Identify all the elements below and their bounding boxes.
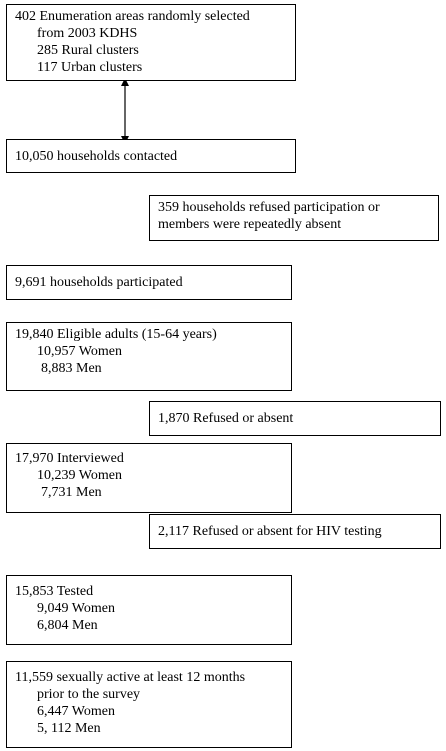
- box-text-line: 359 households refused participation or: [158, 200, 380, 215]
- box-text-line: 10,050 households contacted: [15, 149, 178, 164]
- box-text-line: 2,117 Refused or absent for HIV testing: [158, 524, 382, 539]
- box-text-line: 10,957 Women: [37, 344, 122, 359]
- box-text-line: 7,731 Men: [41, 485, 102, 500]
- box-text-line: members were repeatedly absent: [158, 217, 342, 232]
- box-text-line: 9,691 households participated: [15, 275, 183, 290]
- box-refused-absent: [149, 401, 441, 436]
- box-text-line: from 2003 KDHS: [37, 26, 138, 41]
- box-text-line: 9,049 Women: [37, 601, 115, 616]
- box-text-line: 15,853 Tested: [15, 584, 94, 599]
- box-text-line: 402 Enumeration areas randomly selected: [15, 9, 250, 24]
- box-text-line: 5, 112 Men: [37, 721, 101, 736]
- box-text-line: 1,870 Refused or absent: [158, 411, 294, 426]
- box-text-line: 8,883 Men: [41, 361, 102, 376]
- box-tested: [6, 575, 292, 645]
- box-eligible-adults: [6, 322, 292, 391]
- box-refused-hiv-testing: [149, 514, 441, 549]
- box-text-line: 6,804 Men: [37, 618, 98, 633]
- box-text-line: 17,970 Interviewed: [15, 451, 124, 466]
- box-interviewed: [6, 443, 292, 513]
- box-enumeration-areas: [6, 4, 296, 81]
- box-households-contacted: [6, 139, 296, 173]
- double-arrow-connector: [115, 80, 135, 142]
- box-text-line: 11,559 sexually active at least 12 months: [15, 670, 246, 685]
- box-sexually-active: [6, 661, 292, 748]
- box-text-line: 117 Urban clusters: [37, 60, 143, 75]
- box-text-line: 6,447 Women: [37, 704, 115, 719]
- box-households-participated: [6, 265, 292, 300]
- box-text-line: 285 Rural clusters: [37, 43, 139, 58]
- box-text-line: prior to the survey: [37, 687, 141, 702]
- box-text-line: 19,840 Eligible adults (15-64 years): [15, 327, 217, 342]
- box-text-line: 10,239 Women: [37, 468, 122, 483]
- box-households-refused: [149, 195, 439, 241]
